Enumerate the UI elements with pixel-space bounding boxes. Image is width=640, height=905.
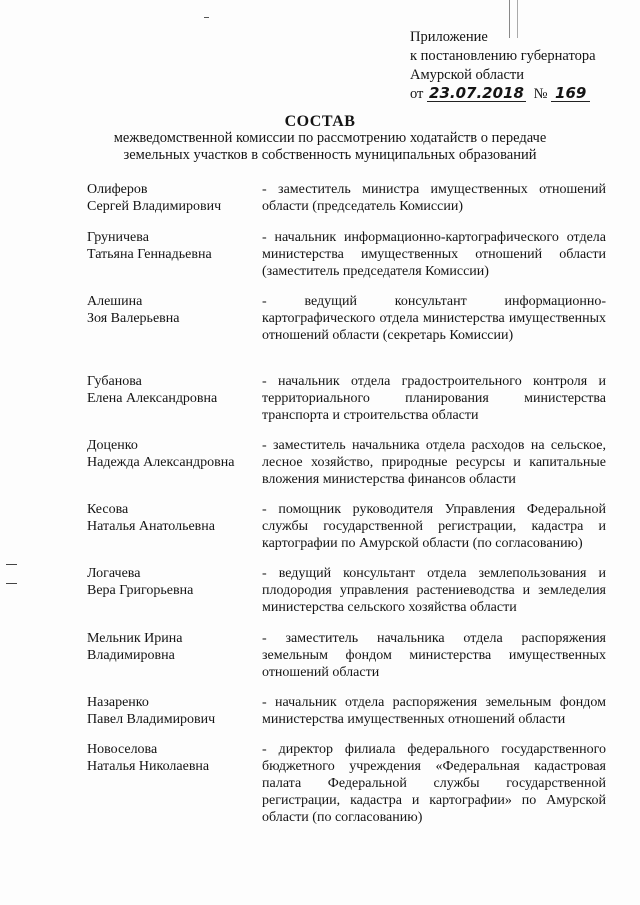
member-given-name: Владимировна xyxy=(87,648,175,663)
member-given-name: Сергей Владимирович xyxy=(87,199,222,214)
member-name xyxy=(87,373,257,407)
appendix-line-3: Амурской области xyxy=(410,67,524,83)
member-surname: Мельник Ирина xyxy=(87,631,183,646)
member-name xyxy=(87,437,257,471)
member-name xyxy=(87,694,257,728)
page-mark xyxy=(204,17,209,18)
member-given-name: Павел Владимирович xyxy=(87,712,216,727)
number-prefix: № xyxy=(533,86,548,102)
member-given-name: Надежда Александровна xyxy=(87,455,235,470)
member-surname: Олиферов xyxy=(87,182,148,197)
member-surname: Логачева xyxy=(87,566,141,581)
member-role: - начальник отдела градостроительного контроля и территориального планирования министерства транспорта и строительства области xyxy=(262,374,606,423)
member-name xyxy=(87,741,257,775)
member-name xyxy=(87,565,257,599)
member-surname: Груничева xyxy=(87,230,149,245)
member-surname: Доценко xyxy=(87,438,138,453)
member-name xyxy=(87,293,257,327)
member-role: - заместитель начальника отдела расходов на сельское, лесное хозяйство, природные ресурсы и капитальные вложения министерства финансов области xyxy=(262,438,606,487)
member-given-name: Наталья Николаевна xyxy=(87,759,210,774)
appendix-date-line xyxy=(410,85,635,104)
member-name xyxy=(87,630,257,664)
member-given-name: Наталья Анатольевна xyxy=(87,519,216,534)
handwritten-number: 169 xyxy=(551,86,590,102)
member-role: - начальник информационно-картографического отдела министерства имущественных отношений области (заместитель председателя Комиссии) xyxy=(262,230,606,279)
member-surname: Новоселова xyxy=(87,742,158,757)
document-title: СОСТАВ xyxy=(284,113,356,130)
member-name xyxy=(87,229,257,263)
date-prefix: от xyxy=(410,86,424,102)
appendix-block xyxy=(410,28,635,104)
member-given-name: Татьяна Геннадьевна xyxy=(87,247,212,262)
margin-dash xyxy=(6,583,17,584)
member-surname: Кесова xyxy=(87,502,129,517)
member-role: - начальник отдела распоряжения земельным фондом министерства имущественных отношений области xyxy=(262,695,606,727)
margin-dash xyxy=(6,564,17,565)
member-surname: Назаренко xyxy=(87,695,149,710)
member-role: - ведущий консультант отдела землепользования и плодородия управления растениеводства и земледелия министерства сельского хозяйства области xyxy=(262,566,606,615)
member-role: - помощник руководителя Управления Федеральной службы государственной регистрации, кадастра и картографии по Амурской области (по согласованию) xyxy=(262,502,606,551)
member-role: - директор филиала федерального государственного бюджетного учреждения «Федеральная кадастровая палата Федеральной службы государственной регистрации, кадастра и картографии» по Амурской области (по согласованию) xyxy=(262,742,606,825)
appendix-line-2: к постановлению губернатора xyxy=(410,48,596,64)
member-given-name: Елена Александровна xyxy=(87,391,218,406)
appendix-line-1: Приложение xyxy=(410,29,488,45)
handwritten-date: 23.07.2018 xyxy=(429,84,524,102)
member-surname: Губанова xyxy=(87,374,142,389)
member-role: - заместитель начальника отдела распоряжения земельным фондом министерства имущественных отношений области xyxy=(262,631,606,680)
member-surname: Алешина xyxy=(87,294,143,309)
member-given-name: Вера Григорьевна xyxy=(87,583,194,598)
member-role: - ведущий консультант информационно-картографического отдела министерства имущественных отношений области (секретарь Комиссии) xyxy=(262,294,606,343)
document-subtitle: межведомственной комиссии по рассмотрению ходатайств о передаче земельных участков в собственность муниципальных образований xyxy=(113,130,547,163)
member-role: - заместитель министра имущественных отношений области (председатель Комиссии) xyxy=(262,182,606,214)
member-name xyxy=(87,501,257,535)
member-name xyxy=(87,181,257,215)
member-given-name: Зоя Валерьевна xyxy=(87,311,180,326)
